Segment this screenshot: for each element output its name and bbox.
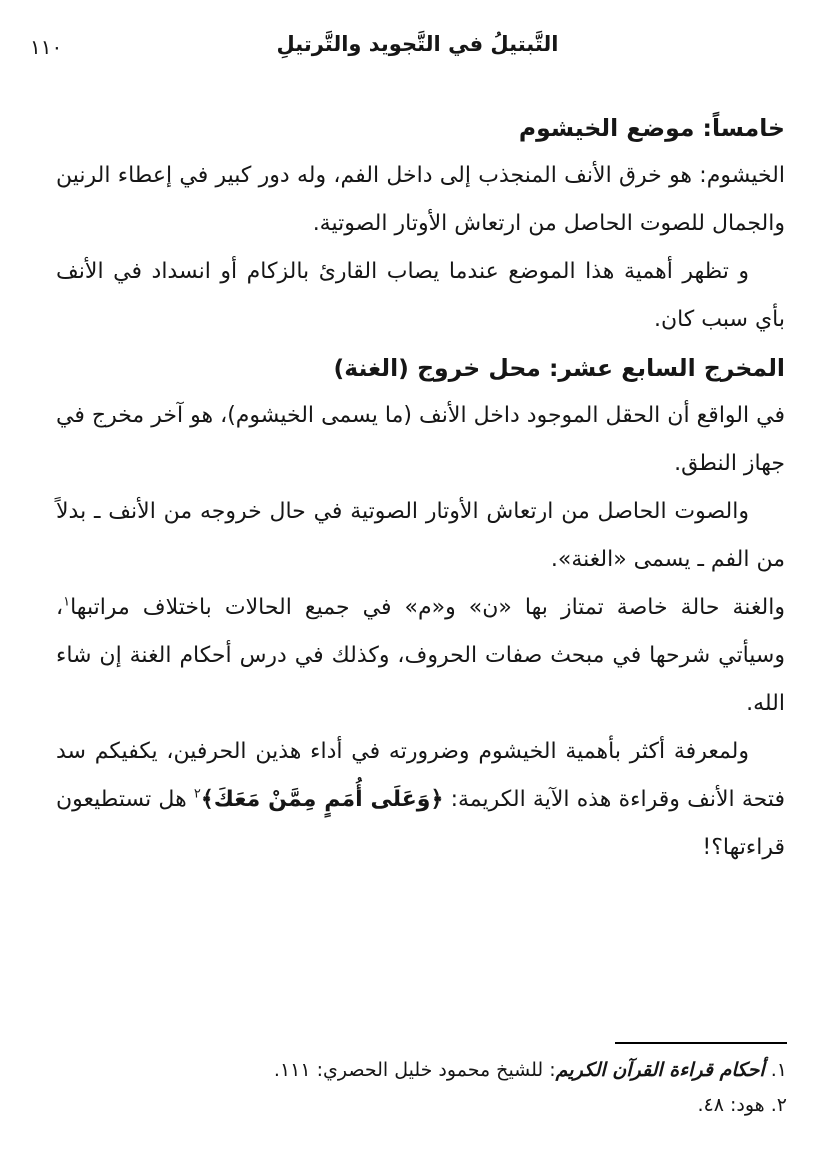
section-heading-makhraj-17: المخرج السابع عشر: محل خروج (الغنة) bbox=[333, 354, 785, 382]
page-number: ١١٠ bbox=[30, 35, 63, 59]
footnotes-section bbox=[56, 1042, 787, 1123]
ghunnah-text-after: ، وسيأتي شرحها في مبحث صفات الحروف، وكذلك في درس أحكام الغنة إن شاء الله. bbox=[56, 595, 785, 716]
experiment-text-after: هل تستطيعون قراءتها؟! bbox=[56, 787, 785, 860]
footnote-ref-2: ٢ bbox=[193, 786, 201, 802]
footnote-1-rest: : للشيخ محمود خليل الحصري: ١١١. bbox=[273, 1059, 556, 1081]
footnote-1-marker: ١. bbox=[764, 1059, 787, 1081]
footnote-2: ٢. هود: ٤٨. bbox=[697, 1094, 787, 1116]
paragraph-ghunnah bbox=[56, 584, 785, 728]
paragraph-sound: والصوت الحاصل من ارتعاش الأوتار الصوتية في حال خروجه من الأنف ـ بدلاً من الفم ـ يسمى «الغنة». bbox=[56, 499, 785, 572]
paragraph-importance: و تظهر أهمية هذا الموضع عندما يصاب القارئ بالزكام أو انسداد في الأنف بأي سبب كان. bbox=[56, 259, 785, 332]
quran-verse: ﴿وَعَلَى أُمَمٍ مِمَّنْ مَعَكَ﴾ bbox=[200, 787, 444, 812]
page-body bbox=[56, 104, 785, 872]
running-head-title: التَّبتيلُ في التَّجويد والتَّرتيلِ bbox=[276, 32, 559, 56]
paragraph-nasal-field: في الواقع أن الحقل الموجود داخل الأنف (ما يسمى الخيشوم)، هو آخر مخرج في جهاز النطق. bbox=[56, 403, 785, 476]
footnote-separator bbox=[615, 1042, 787, 1044]
section-heading-khayshum: خامساً: موضع الخيشوم bbox=[518, 114, 785, 142]
experiment-text-before: ولمعرفة أكثر بأهمية الخيشوم وضرورته في أداء هذين الحرفين، يكفيكم سد فتحة الأنف وقراءة هذه الآية الكريمة: bbox=[56, 739, 785, 812]
ghunnah-text-before: والغنة حالة خاصة تمتاز بها «ن» و«م» في جميع الحالات باختلاف مراتبها bbox=[70, 595, 785, 620]
footnote-ref-1: ١ bbox=[63, 594, 71, 610]
footnote-1-book-title: أحكام قراءة القرآن الكريم bbox=[555, 1059, 765, 1081]
footnote-1 bbox=[56, 1053, 787, 1088]
paragraph-khayshum-definition: الخيشوم: هو خرق الأنف المنجذب إلى داخل الفم، وله دور كبير في إعطاء الرنين والجمال للصوت الحاصل من ارتعاش الأوتار الصوتية. bbox=[56, 163, 785, 236]
page-header bbox=[0, 32, 835, 70]
paragraph-experiment bbox=[56, 728, 785, 872]
